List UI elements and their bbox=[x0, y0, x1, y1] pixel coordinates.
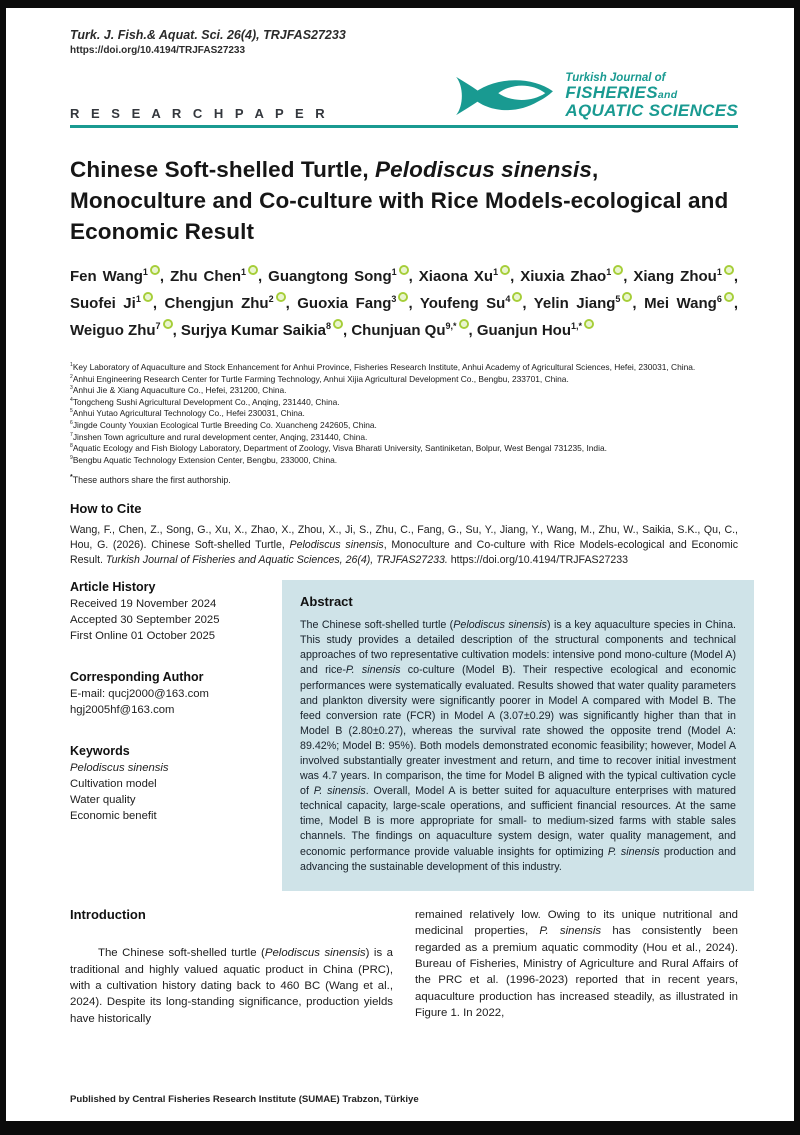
keyword-item: Pelodiscus sinensis bbox=[70, 762, 169, 775]
email-line-2 bbox=[70, 702, 266, 718]
orcid-icon[interactable] bbox=[163, 319, 173, 329]
author-name: Fen Wang$^1$ bbox=[70, 268, 160, 285]
author-affiliation-sup: 3 bbox=[391, 294, 397, 304]
article-history-section bbox=[70, 580, 266, 644]
orcid-icon[interactable] bbox=[150, 265, 160, 275]
author-name: Surjya Kumar Saikia$^8$ bbox=[181, 322, 343, 339]
article-title bbox=[70, 154, 738, 247]
author-affiliation-sup: 6 bbox=[716, 294, 722, 304]
abstract-text bbox=[300, 618, 736, 875]
author-name: Mei Wang$^6$ bbox=[644, 295, 734, 312]
text: The Chinese soft-shelled turtle ( bbox=[98, 947, 265, 960]
citation-text bbox=[70, 523, 738, 567]
keyword-item: Cultivation model bbox=[70, 778, 157, 791]
text: , Monoculture and Co-culture with Rice Models-ecological and Economic Result. bbox=[70, 538, 738, 566]
text: ) is a key aquaculture species in China. This study provides a detailed description of the structural components and technical approaches of two representative cultivation models: intensive pond mono-culture (Model A) and rice- bbox=[300, 619, 736, 677]
keyword-item: Economic benefit bbox=[70, 810, 157, 823]
author-affiliation-sup: 1 bbox=[493, 267, 499, 277]
corresponding-author-section bbox=[70, 670, 266, 718]
keywords-list bbox=[70, 760, 266, 824]
author-affiliation-sup: 4 bbox=[505, 294, 511, 304]
text: Chinese Soft-shelled Turtle, bbox=[70, 157, 376, 182]
corresponding-author-heading: Corresponding Author bbox=[70, 670, 204, 685]
italic-text: P. sinensis bbox=[313, 785, 366, 798]
affiliation-line: $^3$Anhui Jie & Xiang Aquaculture Co., Hefei, 231200, China. bbox=[70, 385, 287, 396]
article-history-line: Received 19 November 2024 bbox=[70, 598, 217, 611]
author-name: Suofei Ji$^1$ bbox=[70, 295, 153, 312]
orcid-icon[interactable] bbox=[512, 292, 522, 302]
affiliation-line: $^6$Jingde County Youxian Ecological Turtle Breeding Co. Xuancheng 242605, China. bbox=[70, 419, 377, 430]
keywords-section bbox=[70, 744, 266, 824]
author-affiliation-sup: 1 bbox=[241, 267, 247, 277]
article-history-line: First Online 01 October 2025 bbox=[70, 630, 216, 643]
keywords-heading: Keywords bbox=[70, 744, 130, 759]
article-history-lines bbox=[70, 596, 266, 644]
affiliation-line: $^8$Aquatic Ecology and Fish Biology Laboratory, Department of Zoology, Visva Bharati University, Santiniketan, Bolpur, West Bengal 731235, India. bbox=[70, 443, 607, 454]
italic-text: Pelodiscus sinensis bbox=[375, 157, 593, 182]
affiliation-line: $^5$Anhui Yutao Agricultural Technology Co., Hefei 230031, China. bbox=[70, 408, 305, 419]
text: . Overall, Model A is better suited for aquaculture enterprises with matured technical capacity, large-scale operations, and sufficient financial resources. At the same time, Model B is more appropriate for small- to medium-sized farms with stable sales channels. The findings on aquaculture system design, water quality management, and economic performance provide valuable insights for optimizing bbox=[300, 785, 736, 858]
text: Wang, F., Chen, Z., Song, G., Xu, X., Zhao, X., Zhou, X., Ji, S., Zhu, C., Fang, G., Su, Y., Jiang, Y., Wang, M., Zhu, W., Saikia, S.K., Qu, C., Hou, G. (2026). Chinese Soft-shelled Turtle, bbox=[70, 524, 738, 551]
author-affiliation-sup: 1 bbox=[716, 267, 722, 277]
research-paper-label: R E S E A R C H P A P E R bbox=[70, 106, 329, 121]
authorship-note-text: These authors share the first authorship. bbox=[72, 475, 231, 486]
orcid-icon[interactable] bbox=[724, 292, 734, 302]
abstract-box bbox=[282, 580, 754, 891]
orcid-icon[interactable] bbox=[613, 265, 623, 275]
author-affiliation-sup: 9,* bbox=[445, 321, 457, 331]
orcid-icon[interactable] bbox=[500, 265, 510, 275]
doi-link[interactable]: https://doi.org/10.4194/TRJFAS27233 bbox=[70, 45, 246, 56]
author-affiliation-sup: 1 bbox=[135, 294, 141, 304]
introduction-paragraph-1 bbox=[70, 945, 393, 1027]
orcid-icon[interactable] bbox=[459, 319, 469, 329]
author-affiliation-sup: 2 bbox=[268, 294, 274, 304]
orcid-icon[interactable] bbox=[398, 292, 408, 302]
author-list: Fen Wang$^1$ , Zhu Chen$^1$ , Guangtong Song$^1$ , Xiaona Xu$^1$ , Xiuxia Zhao$^1$ , Xiang Zhou$^1$ , Suofei Ji$^1$ , Chengjun Zhu$^2$ , Guoxia Fang$^3$ , Youfeng Su$^4$ , Yelin Jiang$^5$ , Mei Wang$^6$ , Weiguo Zhu$^7$ , Surjya Kumar Saikia$^8$ , Chunjuan $Qu^{9,*}$ , Guanjun Hou$^{1,*}$ bbox=[70, 267, 739, 339]
author-name: Zhu Chen$^1$ bbox=[170, 268, 258, 285]
orcid-icon[interactable] bbox=[333, 319, 343, 329]
orcid-icon[interactable] bbox=[584, 319, 594, 329]
author-name: Xiaona Xu$^1$ bbox=[419, 268, 510, 285]
journal-reference: Turk. J. Fish.& Aquat. Sci. 26(4), TRJFAS27233 bbox=[70, 28, 346, 42]
journal-name-fisheries: FISHERIES bbox=[565, 83, 658, 103]
email-link[interactable]: qucj2000@163.com bbox=[108, 688, 209, 701]
text: The Chinese soft-shelled turtle ( bbox=[300, 619, 454, 632]
italic-text: P. sinensis bbox=[345, 664, 401, 677]
main-row bbox=[70, 580, 754, 891]
masthead-left bbox=[70, 28, 346, 121]
author-affiliation-sup: 1 bbox=[606, 267, 612, 277]
introduction-paragraph-2 bbox=[415, 907, 738, 1022]
introduction-heading: Introduction bbox=[70, 906, 146, 922]
author-name: Guanjun Hou$^{1,*}$ bbox=[477, 322, 594, 339]
journal-name-line1 bbox=[565, 84, 738, 101]
email-line-1 bbox=[70, 686, 266, 702]
publisher-footer: Published by Central Fisheries Research Institute (SUMAE) Trabzon, Türkiye bbox=[70, 1094, 419, 1105]
article-history-heading: Article History bbox=[70, 580, 156, 595]
journal-tagline: Turkish Journal of bbox=[565, 71, 666, 84]
italic-text: Pelodiscus sinensis bbox=[289, 538, 384, 551]
orcid-icon[interactable] bbox=[143, 292, 153, 302]
author-name: Guoxia Fang$^3$ bbox=[297, 295, 408, 312]
author-name: Chengjun Zhu$^2$ bbox=[164, 295, 285, 312]
text: https://doi.org/10.4194/TRJFAS27233 bbox=[447, 553, 629, 566]
author-affiliation-sup: 1 bbox=[142, 267, 148, 277]
journal-logo bbox=[455, 73, 738, 121]
paper-page bbox=[6, 8, 794, 1121]
introduction-column-2 bbox=[415, 907, 738, 1027]
text: remained relatively low. Owing to its unique nutritional and medicinal properties, bbox=[415, 908, 738, 938]
italic-text: Turkish Journal of Fisheries and Aquatic Sciences, 26(4), TRJFAS27233. bbox=[105, 553, 448, 566]
text: ) is a traditional and highly valued aquatic product in China (PRC), with a cultivation history dating back to 460 BC (Wang et al., 2024). Despite its long-standing significance, production yields have historically bbox=[70, 947, 394, 1025]
author-name: Youfeng Su$^4$ bbox=[420, 295, 523, 312]
author-name: Xiuxia Zhao$^1$ bbox=[520, 268, 623, 285]
italic-text: Pelodiscus sinensis bbox=[264, 947, 366, 960]
affiliation-line: $^4$Tongcheng Sushi Agricultural Development Co., Anqing, 231440, China. bbox=[70, 396, 340, 407]
author-affiliation-sup: 1 bbox=[391, 267, 397, 277]
author-affiliation-sup: 8 bbox=[325, 321, 331, 331]
first-authorship-note bbox=[70, 475, 738, 485]
text: has consistently been regarded as a premium aquatic commodity (Hou et al., 2024). Bureau of Fisheries, Ministry of Agriculture and Rural Affairs of the PRC et al. (1996-2023) reported that in recent years, aquaculture production has increased steadily, as illustrated in Figure 1. In 2022, bbox=[415, 925, 739, 1020]
orcid-icon[interactable] bbox=[248, 265, 258, 275]
masthead bbox=[70, 28, 738, 128]
journal-name-and: and bbox=[657, 89, 678, 102]
how-to-cite-heading: How to Cite bbox=[70, 501, 142, 517]
fish-icon bbox=[455, 73, 555, 119]
affiliation-list bbox=[70, 362, 738, 466]
journal-logo-text bbox=[565, 73, 738, 119]
introduction-column-1 bbox=[70, 907, 393, 1027]
text: co-culture (Model B). Their respective ecological and economic performances were systematically evaluated. Results showed that water quality parameters and plankton diversity were significantly poorer in Model A compared with Model B. The feed conversion rate (FCR) in Model A (3.07±0.29) was significantly higher than that in Model B (2.80±0.27), whereas the survival rate showed the opposite trend (Model A: 89.42%; Model B: 95%). Both models demonstrated economic feasibility; however, Model A involved substantially greater investment and return, and time to recover initial investment was 4.7 years. In comparison, the time for Model B aligned with the typical cultivation cycle of bbox=[300, 664, 736, 798]
affiliation-line: $^9$Bengbu Aquatic Technology Extension Center, Bengbu, 233000, China. bbox=[70, 454, 338, 465]
author-name: Xiang Zhou$^1$ bbox=[633, 268, 733, 285]
text: , Monoculture and Co-culture with Rice Models-ecological and Economic Result bbox=[70, 157, 729, 244]
article-meta-sidebar bbox=[70, 580, 266, 891]
author-affiliation-sup: 1,* bbox=[571, 321, 583, 331]
authorship-note-marker: * bbox=[70, 474, 73, 482]
text: production and advancing the sustainable development of this industry. bbox=[300, 845, 736, 873]
italic-text: P. sinensis bbox=[607, 845, 660, 858]
journal-name-line2: AQUATIC SCIENCES bbox=[565, 100, 738, 120]
affiliation-line: $^7$Jinshen Town agriculture and rural development center, Anqing, 231440, China. bbox=[70, 431, 368, 442]
orcid-icon[interactable] bbox=[276, 292, 286, 302]
orcid-icon[interactable] bbox=[622, 292, 632, 302]
orcid-icon[interactable] bbox=[399, 265, 409, 275]
orcid-icon[interactable] bbox=[724, 265, 734, 275]
italic-text: P. sinensis bbox=[539, 925, 602, 938]
keyword-item: Water quality bbox=[70, 794, 136, 807]
author-affiliation-sup: 5 bbox=[615, 294, 621, 304]
author-affiliation-sup: 7 bbox=[155, 321, 161, 331]
italic-text: Pelodiscus sinensis bbox=[453, 619, 547, 632]
author-name: Yelin Jiang$^5$ bbox=[534, 295, 633, 312]
abstract-heading: Abstract bbox=[300, 594, 353, 610]
affiliation-line: $^2$Anhui Engineering Research Center for Turtle Farming Technology, Anhui Xijia Agricultural Development Co., Bengbu, 233701, China. bbox=[70, 373, 569, 384]
email-label: E-mail: bbox=[70, 688, 109, 701]
article-history-line: Accepted 30 September 2025 bbox=[70, 614, 220, 627]
email-link[interactable]: hgj2005hf@163.com bbox=[70, 704, 175, 717]
author-name: Chunjuan $Qu^{9,*}$ bbox=[351, 322, 468, 339]
introduction-section bbox=[70, 907, 738, 1027]
author-name: Weiguo Zhu$^7$ bbox=[70, 322, 173, 339]
author-name: Guangtong Song$^1$ bbox=[268, 268, 408, 285]
affiliation-line: $^1$Key Laboratory of Aquaculture and Stock Enhancement for Anhui Province, Fisheries Research Institute, Anhui Academy of Agricultural Sciences, Hefei, 230031, China. bbox=[70, 362, 696, 372]
